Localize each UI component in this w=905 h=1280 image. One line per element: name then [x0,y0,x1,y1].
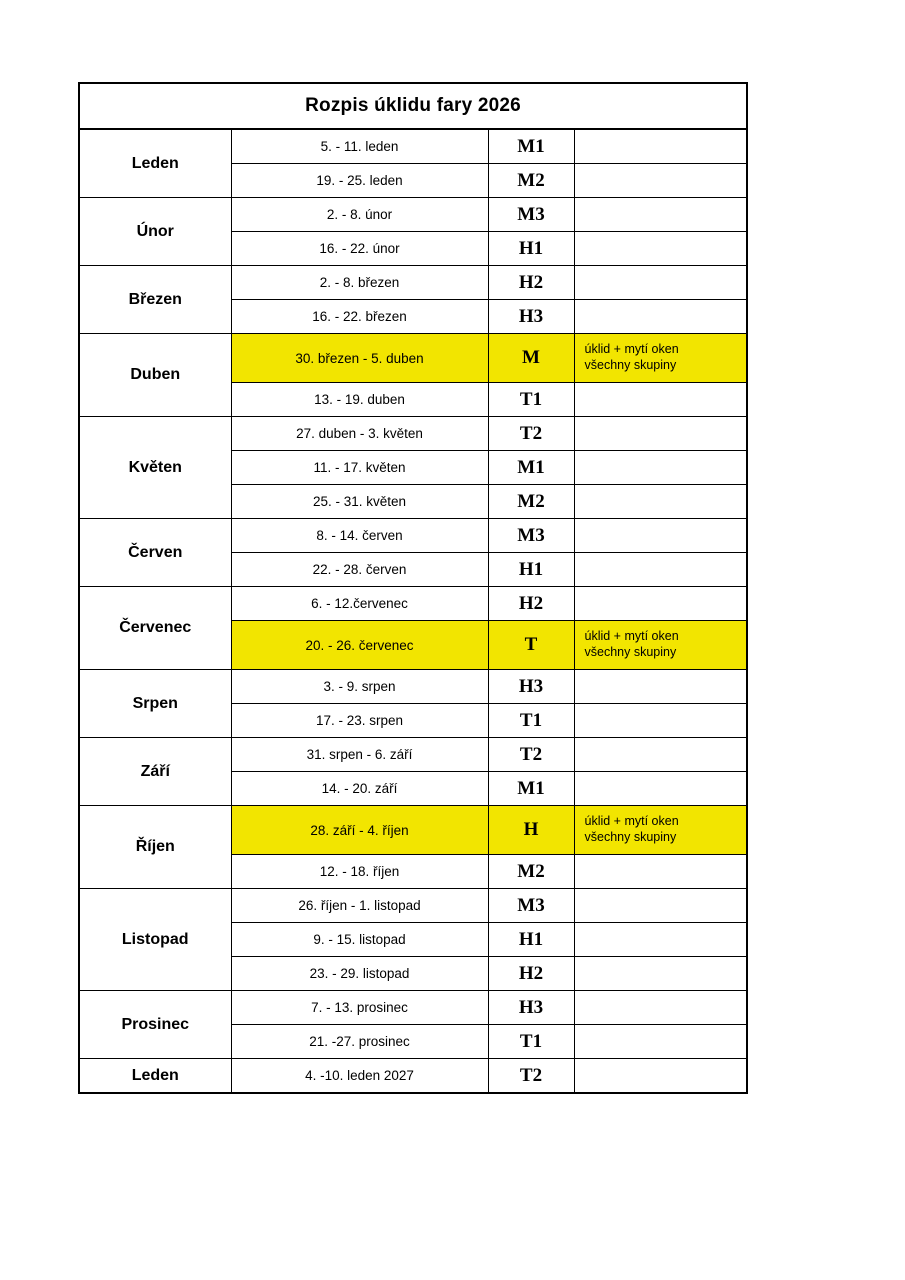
dates-cell: 16. - 22. březen [231,300,488,334]
group-cell: H [488,806,574,855]
note-cell [574,451,747,485]
month-cell: Duben [79,334,231,417]
table-row [79,587,747,621]
table-row [79,266,747,300]
note-cell [574,1025,747,1059]
note-cell [574,923,747,957]
group-cell: H1 [488,553,574,587]
group-cell: T2 [488,417,574,451]
note-line-2: všechny skupiny [584,830,677,844]
dates-cell: 25. - 31. květen [231,485,488,519]
dates-cell: 3. - 9. srpen [231,670,488,704]
title-row [79,83,747,129]
note-cell [574,334,747,383]
dates-cell: 17. - 23. srpen [231,704,488,738]
group-cell: M1 [488,129,574,164]
month-cell: Září [79,738,231,806]
dates-cell: 16. - 22. únor [231,232,488,266]
note-line-2: všechny skupiny [584,358,677,372]
note-cell [574,889,747,923]
dates-cell: 20. - 26. červenec [231,621,488,670]
dates-cell: 19. - 25. leden [231,164,488,198]
note-cell [574,164,747,198]
schedule-sheet [78,82,746,1094]
note-cell [574,485,747,519]
month-cell: Březen [79,266,231,334]
table-row [79,806,747,855]
dates-cell: 22. - 28. červen [231,553,488,587]
group-cell: M2 [488,164,574,198]
dates-cell: 2. - 8. únor [231,198,488,232]
page-title: Rozpis úklidu fary 2026 [79,83,747,129]
dates-cell: 2. - 8. březen [231,266,488,300]
dates-cell: 11. - 17. květen [231,451,488,485]
month-cell: Říjen [79,806,231,889]
group-cell: H2 [488,587,574,621]
note-cell [574,587,747,621]
group-cell: M3 [488,198,574,232]
dates-cell: 28. září - 4. říjen [231,806,488,855]
table-row [79,417,747,451]
dates-cell: 13. - 19. duben [231,383,488,417]
dates-cell: 5. - 11. leden [231,129,488,164]
note-line-1: úklid + mytí oken [584,814,679,829]
group-cell: H1 [488,232,574,266]
dates-cell: 14. - 20. září [231,772,488,806]
table-row [79,670,747,704]
dates-cell: 12. - 18. říjen [231,855,488,889]
group-cell: M3 [488,889,574,923]
note-line-1: úklid + mytí oken [584,629,679,644]
group-cell: T2 [488,738,574,772]
group-cell: H1 [488,923,574,957]
month-cell: Červenec [79,587,231,670]
group-cell: H3 [488,670,574,704]
dates-cell: 9. - 15. listopad [231,923,488,957]
group-cell: H3 [488,300,574,334]
table-row [79,991,747,1025]
dates-cell: 26. říjen - 1. listopad [231,889,488,923]
group-cell: M2 [488,855,574,889]
note-line-2: všechny skupiny [584,645,677,659]
month-cell: Leden [79,1059,231,1094]
group-cell: T1 [488,1025,574,1059]
dates-cell: 7. - 13. prosinec [231,991,488,1025]
note-cell [574,232,747,266]
group-cell: T [488,621,574,670]
dates-cell: 30. březen - 5. duben [231,334,488,383]
note-cell [574,738,747,772]
note-cell [574,198,747,232]
note-cell [574,806,747,855]
month-cell: Leden [79,129,231,198]
dates-cell: 27. duben - 3. květen [231,417,488,451]
note-cell [574,772,747,806]
group-cell: M1 [488,451,574,485]
group-cell: T1 [488,704,574,738]
dates-cell: 8. - 14. červen [231,519,488,553]
note-cell [574,553,747,587]
group-cell: M2 [488,485,574,519]
cleaning-schedule-table [78,82,748,1094]
group-cell: H2 [488,957,574,991]
dates-cell: 4. -10. leden 2027 [231,1059,488,1094]
note-cell [574,129,747,164]
dates-cell: 23. - 29. listopad [231,957,488,991]
group-cell: T1 [488,383,574,417]
note-cell [574,704,747,738]
table-row [79,334,747,383]
group-cell: T2 [488,1059,574,1094]
note-cell [574,1059,747,1094]
table-row [79,129,747,164]
month-cell: Prosinec [79,991,231,1059]
group-cell: H2 [488,266,574,300]
note-cell [574,670,747,704]
note-cell [574,855,747,889]
month-cell: Únor [79,198,231,266]
dates-cell: 6. - 12.červenec [231,587,488,621]
month-cell: Srpen [79,670,231,738]
group-cell: M1 [488,772,574,806]
group-cell: H3 [488,991,574,1025]
schedule-body [79,83,747,1093]
table-row [79,889,747,923]
dates-cell: 21. -27. prosinec [231,1025,488,1059]
note-cell [574,417,747,451]
dates-cell: 31. srpen - 6. září [231,738,488,772]
table-row [79,519,747,553]
note-cell [574,957,747,991]
month-cell: Květen [79,417,231,519]
month-cell: Červen [79,519,231,587]
table-row [79,738,747,772]
group-cell: M [488,334,574,383]
month-cell: Listopad [79,889,231,991]
note-cell [574,991,747,1025]
table-row [79,198,747,232]
table-row [79,1059,747,1094]
note-cell [574,519,747,553]
note-cell [574,300,747,334]
note-cell [574,266,747,300]
note-line-1: úklid + mytí oken [584,342,679,357]
group-cell: M3 [488,519,574,553]
note-cell [574,621,747,670]
note-cell [574,383,747,417]
